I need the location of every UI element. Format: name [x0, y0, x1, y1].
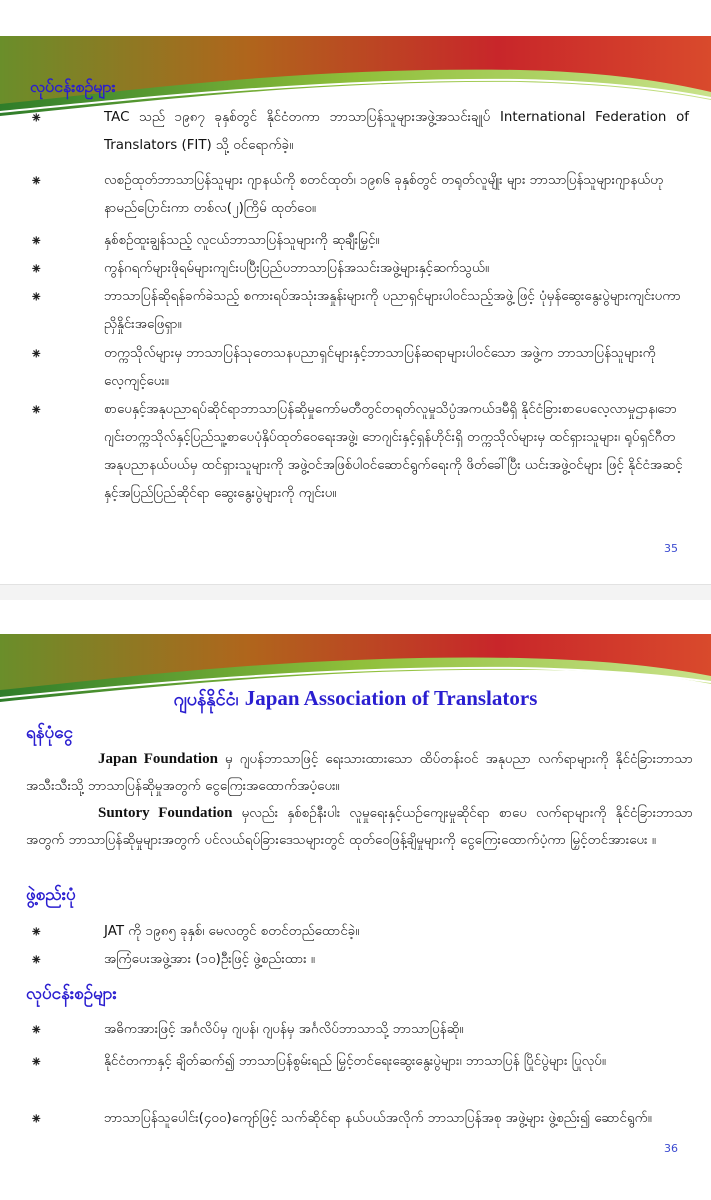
bullet-star-icon: ⁕ [30, 288, 43, 306]
bullet-star-icon: ⁕ [30, 345, 43, 363]
bullet-text: နှစ်စဉ်ထူးချွန်သည့် လူငယ်ဘာသာပြန်သူများကို ဆုချီးမြှင့်။ [104, 233, 380, 248]
slide-35 [0, 0, 711, 584]
section-heading-structure: ဖွဲ့စည်းပုံ [26, 885, 76, 905]
bullet-text: TAC သည် ၁၉၈၇ ခုနှစ်တွင် နိုင်ငံတကာ ဘာသာပြန်သူများအဖွဲ့အသင်းချုပ် International Federation of Translators (FIT) သို့ ဝင်ရောက်ခဲ့။ [104, 110, 689, 153]
bullet-star-icon: ⁕ [30, 923, 43, 941]
section-heading: လုပ်ငန်းစဉ်များ [30, 77, 116, 96]
bullet-text: ဘာသာပြန်ဆိုရန်ခက်ခဲသည့် စကားရပ်အသုံးအနှုန်းများကို ပညာရှင်များပါဝင်သည့်အဖွဲ့ ဖြင့် ပုံမှန်ဆွေးနွေးပွဲများကျင်းပကာ ညှိနှိုင်းအဖြေရှာ။ [104, 289, 681, 332]
bullet-text: ကွန်ဂရက်များဖိုရမ်များကျင်းပပြီးပြည်ပဘာသာပြန်အသင်းအဖွဲ့များနှင့်ဆက်သွယ်။ [104, 261, 489, 276]
org-name: Japan Foundation [98, 751, 218, 767]
bullet-star-icon: ⁕ [30, 172, 43, 190]
slide-36 [0, 600, 711, 1200]
paragraph-japan-foundation [26, 746, 693, 800]
page-number: 35 [664, 542, 678, 555]
bullet-text: တက္ကသိုလ်များမှ ဘာသာပြန်သုတေသနပညာရှင်များနှင့်ဘာသာပြန်ဆရာများပါဝင်သော အဖွဲ့က ဘာသာပြန်သူများကို လေ့ကျင့်ပေး။ [104, 346, 656, 389]
paragraph-suntory-foundation [26, 800, 693, 854]
bullet-text: JAT ကို ၁၉၈၅ ခုနှစ်၊ မေလတွင် စတင်တည်ထောင်ခဲ့။ [104, 924, 360, 939]
bullet-text: နိုင်ငံတကာနှင့် ချိတ်ဆက်၍ ဘာသာပြန်စွမ်းရည် မြှင့်တင်ရေးဆွေးနွေးပွဲများ၊ ဘာသာပြန် ပြိုင်ပွဲများ ပြုလုပ်။ [104, 1054, 606, 1069]
bullet-star-icon: ⁕ [30, 260, 43, 278]
bullet-star-icon: ⁕ [30, 1110, 43, 1128]
bullet-star-icon: ⁕ [30, 232, 43, 250]
bullet-star-icon: ⁕ [30, 109, 43, 127]
section-heading-activities: လုပ်ငန်းစဉ်များ [26, 984, 117, 1004]
title-prefix: ဂျပန်နိုင်ငံ၊ [173, 689, 239, 710]
bullet-star-icon: ⁕ [30, 401, 43, 419]
section-heading-funding: ရန်ပုံငွေ [26, 723, 73, 743]
paragraph-text: မှလည်း နှစ်စဉ်နီးပါး လူမှုရေးနှင့်ယဉ်ကျေးမှုဆိုင်ရာ စာပေ လက်ရာများကို နိုင်ငံခြားဘာသာအတွက် ဘာသာပြန်ဆိုမှုများအတွက် ပင်လယ်ရပ်ခြားဒေသများတွင် ထုတ်ဝေဖြန့်ချိမှုများကို ငွေကြေးထောက်ပံ့ကာ မြှင့်တင်အားပေး ။ [26, 806, 693, 848]
bullet-star-icon: ⁕ [30, 1053, 43, 1071]
page-number: 36 [664, 1142, 678, 1155]
bullet-star-icon: ⁕ [30, 951, 43, 969]
bullet-text: အကြံပေးအဖွဲ့အား (၁၀)ဦးဖြင့် ဖွဲ့စည်းထား ။ [104, 952, 315, 967]
paragraph-text: မှ ဂျပန်ဘာသာဖြင့် ရေးသားထားသော ထိပ်တန်းဝင် အနုပညာ လက်ရာများကို နိုင်ငံခြားဘာသာအသီးသီးသို့ ဘာသာပြန်ဆိုမှုအတွက် ငွေကြေးအထောက်အပံ့ပေး။ [26, 752, 693, 794]
bullet-text: စာပေနှင့်အနုပညာရပ်ဆိုင်ရာဘာသာပြန်ဆိုမှုကော်မတီတွင်တရုတ်လူမှုသိပ္ပံအကယ်ဒမီရှိ နိုင်ငံခြားစာပေလေ့လာမှုဌာန၊ဘေဂျင်းတက္ကသိုလ်နှင့်ပြည်သူ့စာပေပုံနှိပ်ထုတ်ဝေရေးအဖွဲ့၊ ဘေဂျင်းနှင့်ရှန်ဟိုင်းရှိ တက္ကသိုလ်များမှ ထင်ရှားသူများ၊ ရုပ်ရှင်ဂီတ အနုပညာနယ်ပယ်မှ ထင်ရှားသူများကို အဖွဲ့ဝင်အဖြစ်ပါဝင်ဆောင်ရွက်ရေးကို ဖိတ်ခေါ်ပြီး ယင်းအဖွဲ့ဝင်များ ဖြင့် နိုင်ငံအဆင့်နှင့်အပြည်ပြည်ဆိုင်ရာ ဆွေးနွေးပွဲများကို ကျင်းပ။ [104, 402, 683, 501]
bullet-text: အဓိကအားဖြင့် အင်္ဂလိပ်မှ ဂျပန်၊ ဂျပန်မှ အင်္ဂလိပ်ဘာသာသို့ ဘာသာပြန်ဆို။ [104, 1022, 464, 1037]
header-swoosh-graphic [0, 0, 711, 120]
bullet-star-icon: ⁕ [30, 1021, 43, 1039]
title-latin: Japan Association of Translators [244, 686, 538, 710]
bullet-text: လစဉ်ထုတ်ဘာသာပြန်သူများ ဂျာနယ်ကို စတင်ထုတ်၊ ၁၉၈၆ ခုနှစ်တွင် တရုတ်လူမျိုး များ ဘာသာပြန်သူများဂျာနယ်ဟုနာမည်ပြောင်းကာ တစ်လ(၂)ကြိမ် ထုတ်ဝေ။ [104, 173, 664, 216]
slide-title [0, 686, 711, 714]
org-name: Suntory Foundation [98, 805, 233, 821]
bullet-text: ဘာသာပြန်သူပေါင်း(၄၀၀)ကျော်ဖြင့် သက်ဆိုင်ရာ နယ်ပယ်အလိုက် ဘာသာပြန်အစု အဖွဲ့များ ဖွဲ့စည်း၍ ဆောင်ရွက်။ [104, 1111, 652, 1126]
